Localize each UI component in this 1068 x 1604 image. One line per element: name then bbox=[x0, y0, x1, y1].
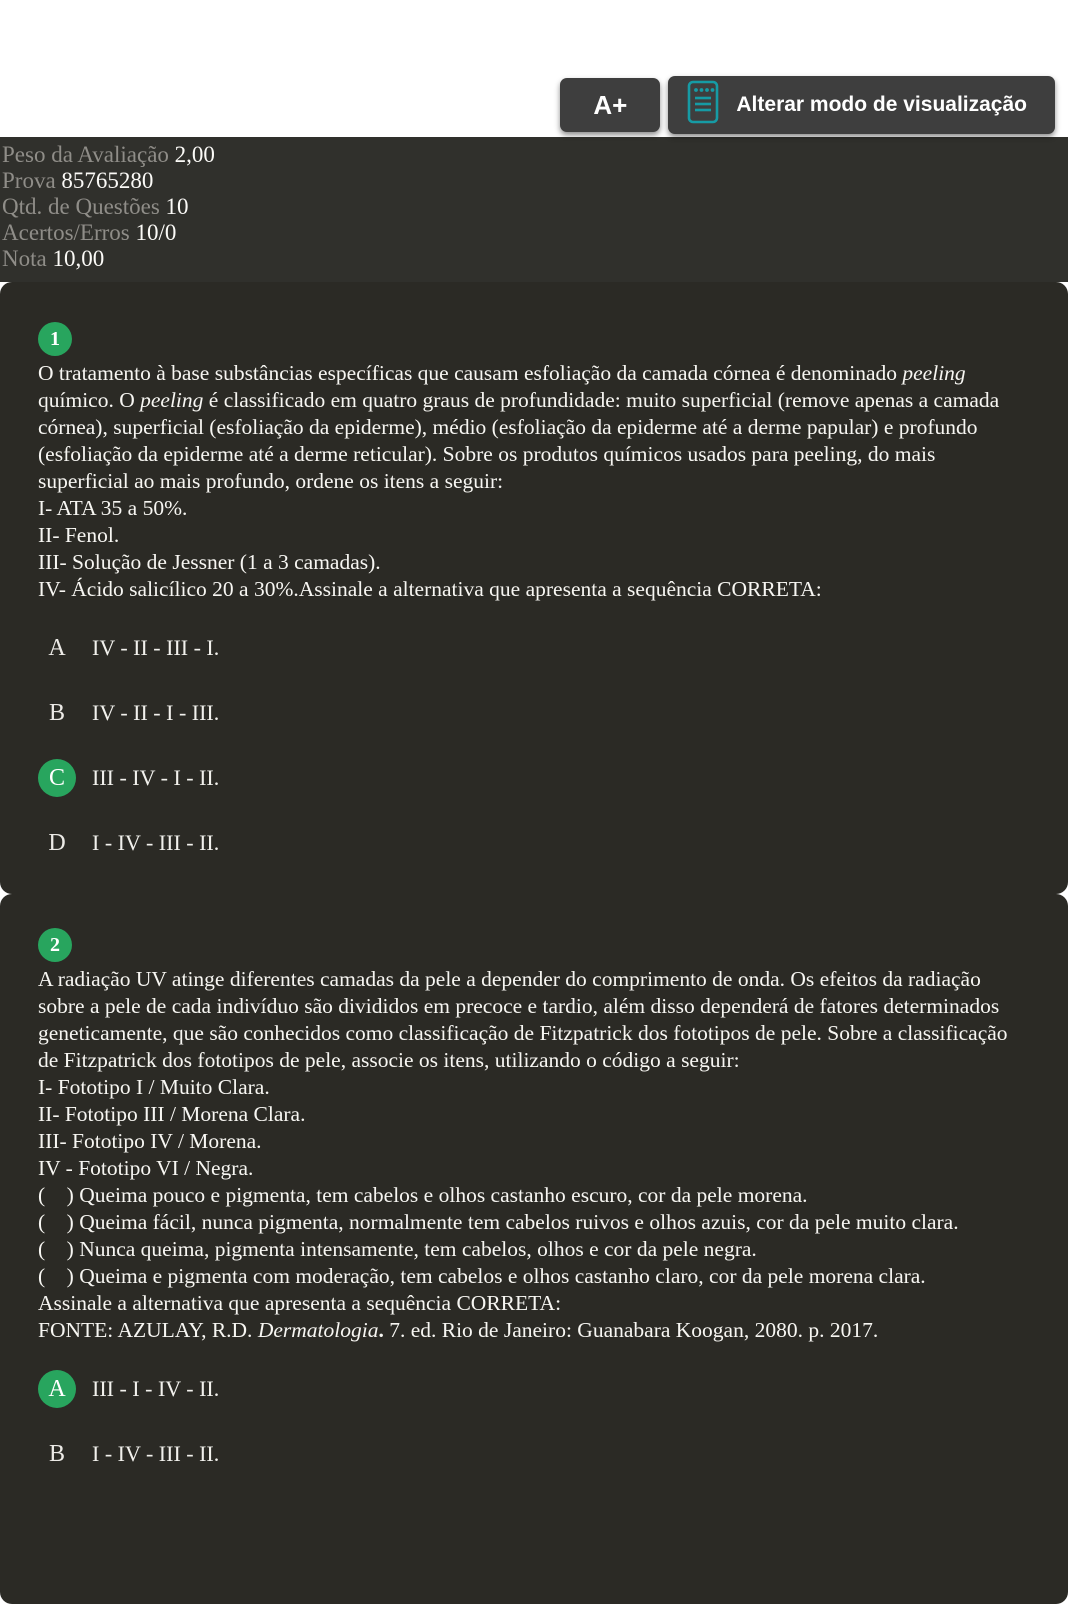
exam-summary bbox=[0, 137, 1068, 282]
text-segment: 7. ed. Rio de Janeiro: Guanabara Koogan, 2080. p. 2017. bbox=[383, 1318, 879, 1342]
question-text bbox=[38, 360, 1030, 603]
summary-row-exam-id bbox=[2, 168, 1058, 194]
summary-label: Peso da Avaliação bbox=[2, 142, 169, 167]
summary-row-weight bbox=[2, 142, 1058, 168]
questions-area bbox=[0, 282, 1068, 1604]
option-row[interactable] bbox=[38, 1435, 1030, 1473]
question-text bbox=[38, 966, 1030, 1344]
change-view-mode-button[interactable] bbox=[668, 76, 1055, 134]
question-paragraph bbox=[38, 1263, 1030, 1290]
question-paragraph bbox=[38, 549, 1030, 576]
question-paragraph bbox=[38, 1128, 1030, 1155]
question-number-badge: 1 bbox=[38, 322, 72, 356]
question-paragraph bbox=[38, 1155, 1030, 1182]
options-list bbox=[38, 629, 1030, 862]
summary-value: 10 bbox=[165, 194, 189, 219]
question-paragraph bbox=[38, 1182, 1030, 1209]
option-text: III - I - IV - II. bbox=[92, 1376, 220, 1401]
text-segment: II- Fenol. bbox=[38, 523, 120, 547]
summary-label: Nota bbox=[2, 246, 47, 271]
option-letter[interactable]: B bbox=[48, 699, 65, 726]
text-segment: O tratamento à base substâncias específicas que causam esfoliação da camada córnea é denominado bbox=[38, 361, 903, 385]
option-text: I - IV - III - II. bbox=[92, 830, 220, 855]
question-paragraph bbox=[38, 1101, 1030, 1128]
text-segment: químico. O bbox=[38, 361, 972, 412]
option-letter[interactable]: C bbox=[38, 759, 76, 797]
question-card bbox=[0, 282, 1068, 894]
summary-value: 2,00 bbox=[174, 142, 215, 167]
summary-value: 10,00 bbox=[52, 246, 105, 271]
text-segment: peeling bbox=[902, 361, 966, 385]
summary-row-right-wrong bbox=[2, 220, 1058, 246]
option-text: IV - II - I - III. bbox=[92, 700, 220, 725]
text-segment: III- Solução de Jessner (1 a 3 camadas). bbox=[38, 550, 381, 574]
question-paragraph bbox=[38, 522, 1030, 549]
option-row[interactable] bbox=[38, 629, 1030, 667]
summary-value: 85765280 bbox=[61, 168, 154, 193]
text-segment: III- Fototipo IV / Morena. bbox=[38, 1129, 262, 1153]
text-segment: ( ) Queima pouco e pigmenta, tem cabelos e olhos castanho escuro, cor da pele morena. bbox=[38, 1183, 808, 1207]
text-segment: IV- Ácido salicílico 20 a 30%.Assinale a alternativa que apresenta a sequência CORRETA: bbox=[38, 577, 822, 601]
option-letter[interactable]: B bbox=[48, 1440, 65, 1467]
option-text: III - IV - I - II. bbox=[92, 765, 220, 790]
text-segment: I- ATA 35 a 50%. bbox=[38, 496, 188, 520]
question-paragraph bbox=[38, 1236, 1030, 1263]
text-segment: Assinale a alternativa que apresenta a sequência CORRETA: bbox=[38, 1291, 562, 1315]
summary-row-grade bbox=[2, 246, 1058, 272]
question-paragraph bbox=[38, 1317, 1030, 1344]
document-list-icon bbox=[686, 79, 720, 131]
toolbar bbox=[0, 0, 1068, 137]
question-paragraph bbox=[38, 495, 1030, 522]
text-segment: Dermatologia bbox=[257, 1318, 379, 1342]
option-letter[interactable]: A bbox=[48, 634, 66, 661]
text-segment: IV - Fototipo VI / Negra. bbox=[38, 1156, 254, 1180]
summary-label: Acertos/Erros bbox=[2, 220, 130, 245]
summary-value: 10/0 bbox=[135, 220, 177, 245]
question-number-badge: 2 bbox=[38, 928, 72, 962]
options-list bbox=[38, 1370, 1030, 1473]
question-paragraph bbox=[38, 360, 1030, 495]
text-segment: FONTE: AZULAY, R.D. bbox=[38, 1318, 258, 1342]
change-view-mode-label: Alterar modo de visualização bbox=[736, 93, 1027, 116]
option-text: IV - II - III - I. bbox=[92, 635, 220, 660]
question-paragraph bbox=[38, 966, 1030, 1074]
text-segment: ( ) Queima e pigmenta com moderação, tem cabelos e olhos castanho claro, cor da pele morena clara. bbox=[38, 1264, 926, 1288]
question-paragraph bbox=[38, 576, 1030, 603]
question-paragraph bbox=[38, 1290, 1030, 1317]
text-segment: peeling bbox=[140, 388, 204, 412]
question-paragraph bbox=[38, 1074, 1030, 1101]
option-letter[interactable]: D bbox=[48, 829, 66, 856]
option-letter[interactable]: A bbox=[38, 1370, 76, 1408]
increase-font-button[interactable]: A+ bbox=[560, 78, 660, 132]
text-segment: II- Fototipo III / Morena Clara. bbox=[38, 1102, 306, 1126]
summary-row-question-count bbox=[2, 194, 1058, 220]
option-text: I - IV - III - II. bbox=[92, 1441, 220, 1466]
summary-label: Prova bbox=[2, 168, 56, 193]
option-row[interactable] bbox=[38, 1370, 1030, 1408]
option-row[interactable] bbox=[38, 694, 1030, 732]
text-segment: é classificado em quatro graus de profundidade: muito superficial (remove apenas a camada córnea), superficial (esfoliação da epiderme), médio (esfoliação da epiderme até a derme papular) e profundo (esfoliação da epiderme até a derme reticular). Sobre os produtos químicos usados para peeling, do mais superficial ao mais profundo, ordene os itens a seguir: bbox=[38, 388, 1005, 493]
text-segment: . bbox=[378, 1318, 384, 1342]
question-paragraph bbox=[38, 1209, 1030, 1236]
option-row[interactable] bbox=[38, 824, 1030, 862]
text-segment: A radiação UV atinge diferentes camadas da pele a depender do comprimento de onda. Os efeitos da radiação sobre a pele de cada indivíduo são divididos em precoce e tardio, além disso dependerá de fatores determinados geneticamente, que são conhecidos como classificação de Fitzpatrick dos fototipos de pele. Sobre a classificação de Fitzpatrick dos fototipos de pele, associe os itens, utilizando o código a seguir: bbox=[38, 967, 1013, 1072]
text-segment: ( ) Queima fácil, nunca pigmenta, normalmente tem cabelos ruivos e olhos azuis, cor da pele muito clara. bbox=[38, 1210, 959, 1234]
text-segment: I- Fototipo I / Muito Clara. bbox=[38, 1075, 270, 1099]
option-row[interactable] bbox=[38, 759, 1030, 797]
summary-label: Qtd. de Questões bbox=[2, 194, 160, 219]
question-card bbox=[0, 894, 1068, 1604]
text-segment: ( ) Nunca queima, pigmenta intensamente, tem cabelos, olhos e cor da pele negra. bbox=[38, 1237, 757, 1261]
